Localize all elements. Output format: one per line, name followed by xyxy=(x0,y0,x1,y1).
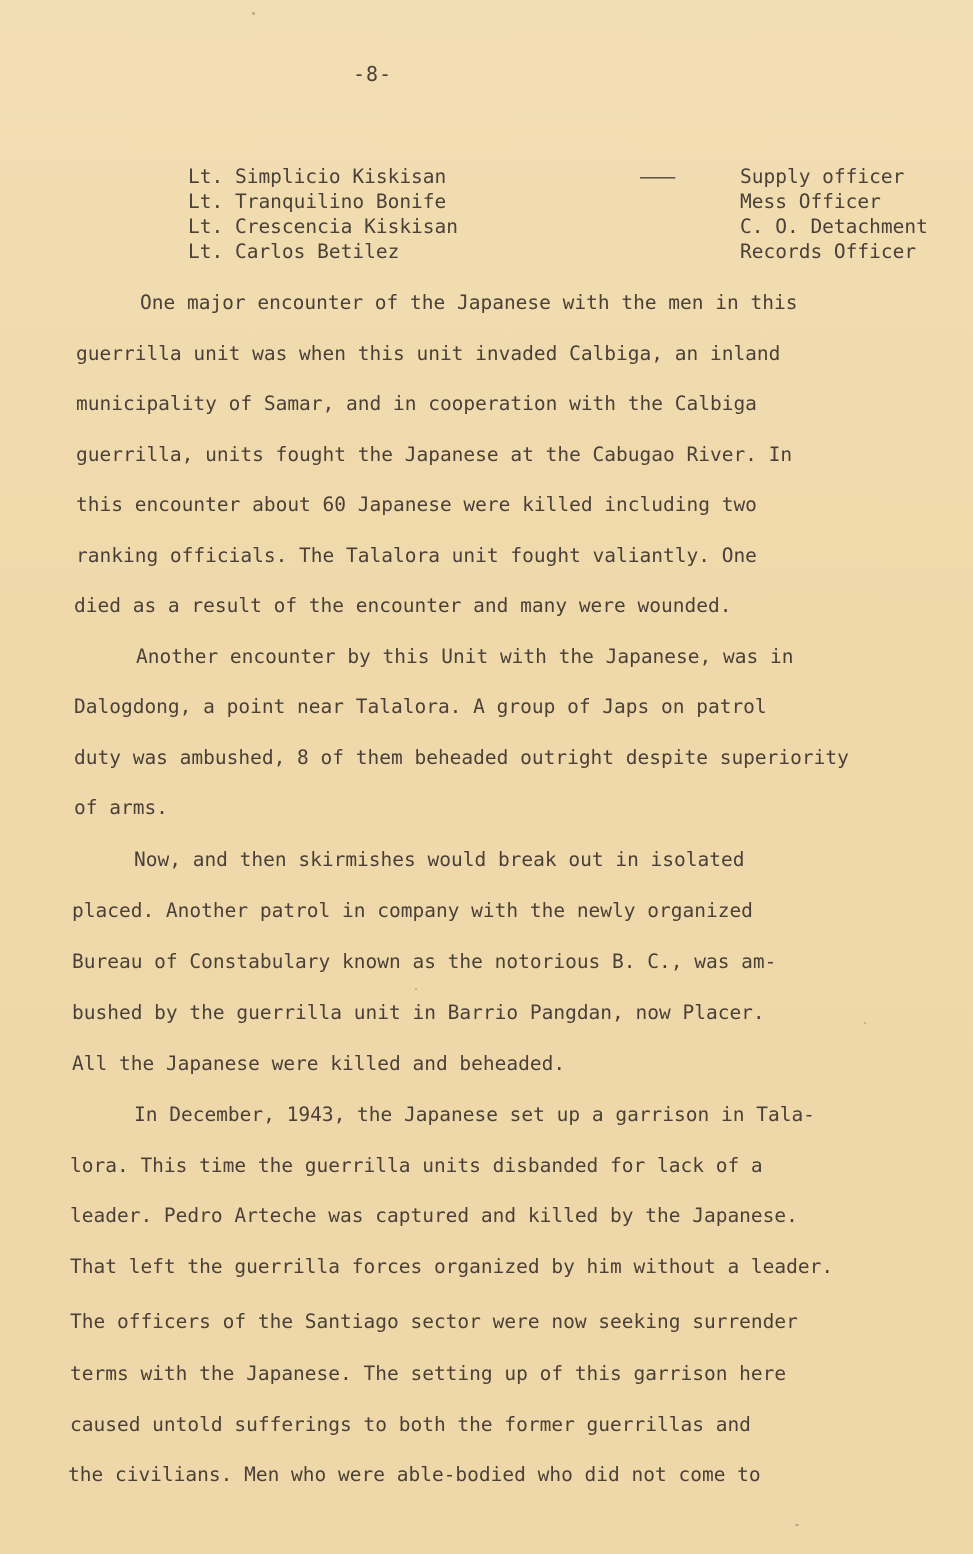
paper-speck xyxy=(795,1524,799,1526)
officer-roster xyxy=(188,164,958,264)
text-line: lora. This time the guerrilla units disbanded for lack of a xyxy=(70,1154,763,1177)
paper-speck xyxy=(864,1022,866,1024)
text-line: the civilians. Men who were able-bodied who did not come to xyxy=(68,1463,761,1486)
text-line: guerrilla unit was when this unit invaded Calbiga, an inland xyxy=(76,342,781,365)
roster-dash: ——— xyxy=(640,165,676,188)
text-line: In December, 1943, the Japanese set up a garrison in Tala- xyxy=(134,1103,815,1126)
officer-role: C. O. Detachment xyxy=(740,215,928,238)
text-line: leader. Pedro Arteche was captured and killed by the Japanese. xyxy=(70,1204,798,1227)
roster-row xyxy=(188,189,958,214)
text-line: Dalogdong, a point near Talalora. A group of Japs on patrol xyxy=(74,695,767,718)
paper-speck xyxy=(252,12,255,15)
officer-name: Lt. Carlos Betilez xyxy=(188,240,400,263)
paper-speck xyxy=(415,988,417,990)
text-line: guerrilla, units fought the Japanese at the Cabugao River. In xyxy=(76,443,793,466)
officer-name: Lt. Tranquilino Bonife xyxy=(188,190,447,213)
text-line: All the Japanese were killed and beheaded. xyxy=(72,1052,566,1075)
text-line: ranking officials. The Talalora unit fought valiantly. One xyxy=(76,544,757,567)
text-line: Another encounter by this Unit with the Japanese, was in xyxy=(136,645,794,668)
text-line: That left the guerrilla forces organized by him without a leader. xyxy=(70,1255,834,1278)
text-line: caused untold sufferings to both the former guerrillas and xyxy=(70,1413,751,1436)
text-line: duty was ambushed, 8 of them beheaded outright despite superiority xyxy=(74,746,849,769)
officer-role: Records Officer xyxy=(740,240,917,263)
text-line: terms with the Japanese. The setting up of this garrison here xyxy=(70,1362,787,1385)
roster-row xyxy=(188,239,958,264)
text-line: this encounter about 60 Japanese were killed including two xyxy=(76,493,757,516)
officer-role: Supply officer xyxy=(740,165,905,188)
page-number: -8- xyxy=(352,62,393,86)
text-line: Bureau of Constabulary known as the notorious B. C., was am- xyxy=(72,950,777,973)
text-line: bushed by the guerrilla unit in Barrio Pangdan, now Placer. xyxy=(72,1001,765,1024)
roster-row xyxy=(188,164,958,189)
text-line: died as a result of the encounter and many were wounded. xyxy=(74,594,732,617)
officer-role: Mess Officer xyxy=(740,190,881,213)
text-line: of arms. xyxy=(74,796,168,819)
officer-name: Lt. Simplicio Kiskisan xyxy=(188,165,447,188)
officer-name: Lt. Crescencia Kiskisan xyxy=(188,215,459,238)
text-line: Now, and then skirmishes would break out in isolated xyxy=(134,848,745,871)
text-line: One major encounter of the Japanese with the men in this xyxy=(140,291,798,314)
text-line: The officers of the Santiago sector were now seeking surrender xyxy=(70,1310,798,1333)
text-line: placed. Another patrol in company with the newly organized xyxy=(72,899,753,922)
text-line: municipality of Samar, and in cooperation with the Calbiga xyxy=(76,392,757,415)
roster-row xyxy=(188,214,958,239)
